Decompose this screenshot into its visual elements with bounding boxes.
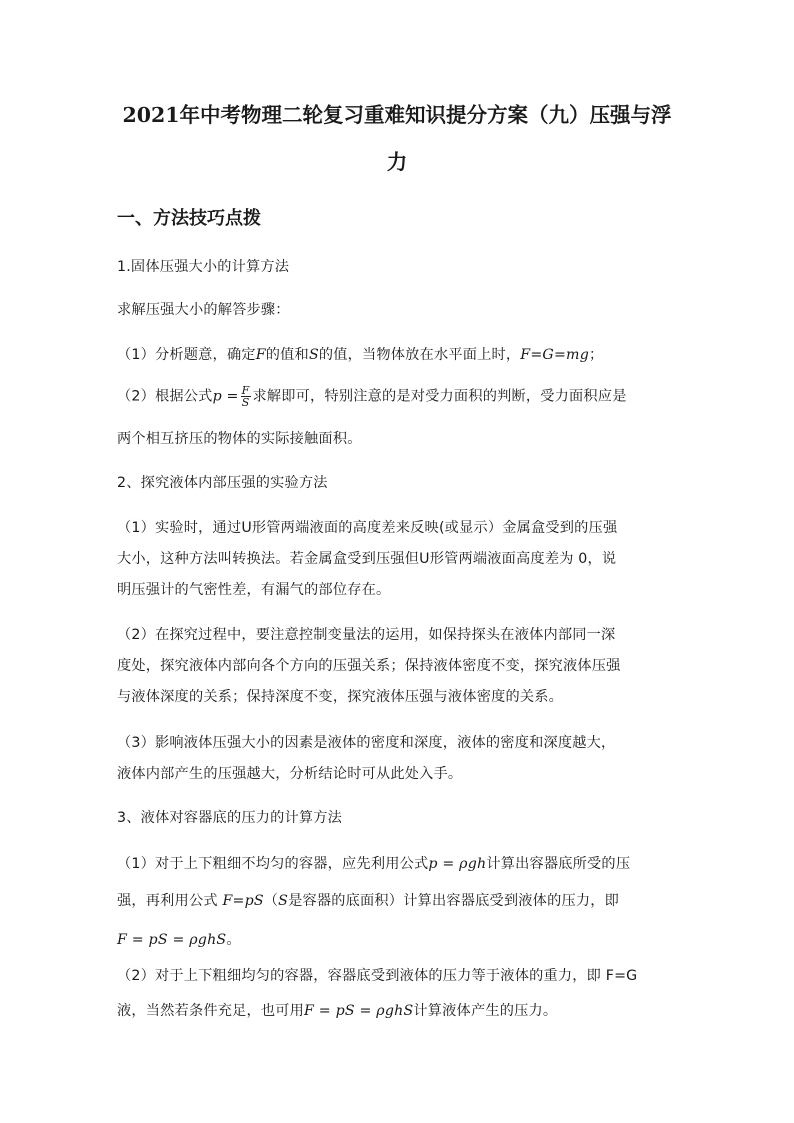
math-F: F xyxy=(255,347,266,363)
item3-p1-line1 xyxy=(117,853,630,873)
math-equation: F=pS xyxy=(222,893,264,909)
item3-p1-line3 xyxy=(117,929,241,949)
text: 求解即可，特别注意的是对受力面积的判断，受力面积应是 xyxy=(252,388,627,405)
item1-step1 xyxy=(117,344,603,364)
math-equation: F = pS = ρghS xyxy=(117,932,227,948)
math-S: S xyxy=(278,893,289,909)
item2-p3-line1: （3）影响液体压强大小的因素是液体的密度和深度，液体的密度和深度越大， xyxy=(117,735,616,751)
fraction-denominator: S xyxy=(241,396,250,409)
text: （ xyxy=(263,893,279,909)
text: （1）对于上下粗细不均匀的容器，应先利用公式 xyxy=(117,856,429,872)
item3-p1-line2 xyxy=(117,890,619,910)
math-S: S xyxy=(308,347,319,363)
item3-p2-line2 xyxy=(117,1000,557,1020)
item2-p3-line2: 液体内部产生的压强越大，分析结论时可从此处入手。 xyxy=(117,766,463,782)
item1-heading: 1.固体压强大小的计算方法 xyxy=(117,259,290,275)
math-equation: F = pS = ρghS xyxy=(304,1003,414,1019)
item2-heading: 2、探究液体内部压强的实验方法 xyxy=(117,475,328,491)
text: （1）分析题意，确定 xyxy=(117,347,256,363)
text: 液，当然若条件充足，也可用 xyxy=(117,1003,305,1019)
math-p: p = xyxy=(212,388,239,405)
text: 强，再利用公式 xyxy=(117,893,223,909)
document-title-line1: 2021年中考物理二轮复习重难知识提分方案（九）压强与浮 xyxy=(122,103,672,127)
item2-p1-line1: （1）实验时，通过U形管两端液面的高度差来反映(或显示）金属盒受到的压强 xyxy=(117,520,618,536)
item1-step2 xyxy=(117,385,627,408)
item2-p1-line2: 大小，这种方法叫转换法。若金属盒受到压强但U形管两端液面高度差为 0，说 xyxy=(117,551,617,567)
text: 计算液体产生的压力。 xyxy=(413,1003,558,1019)
item2-p2-line3: 与液体深度的关系；保持深度不变，探究液体压强与液体密度的关系。 xyxy=(117,689,564,705)
text: 。 xyxy=(226,932,241,948)
text: 的值，当物体放在水平面上时， xyxy=(318,347,521,363)
text: 计算出容器底所受的压 xyxy=(486,856,631,872)
item2-p2-line2: 度处，探究液体内部向各个方向的压强关系；保持液体密度不变，探究液体压强 xyxy=(117,658,621,674)
text: （2）根据公式 xyxy=(117,388,213,405)
item3-p2-line1: （2）对于上下粗细均匀的容器，容器底受到液体的压力等于液体的重力，即 F=G xyxy=(117,968,638,984)
fraction-numerator: F xyxy=(241,384,250,397)
item2-p1-line3: 明压强计的气密性差，有漏气的部位存在。 xyxy=(117,582,391,598)
item1-intro: 求解压强大小的解答步骤： xyxy=(117,302,290,318)
text: 是容器的底面积）计算出容器底受到液体的压力，即 xyxy=(288,893,620,909)
math-equation: F=G=mg xyxy=(520,347,589,363)
item3-heading: 3、液体对容器底的压力的计算方法 xyxy=(117,810,343,826)
math-equation: p = ρgh xyxy=(428,856,487,872)
fraction-F-over-S xyxy=(241,385,251,408)
item1-step2-cont: 两个相互挤压的物体的实际接触面积。 xyxy=(117,431,362,447)
section-heading: 一、方法技巧点拨 xyxy=(117,208,261,229)
text: ； xyxy=(589,347,604,363)
document-title-line2: 力 xyxy=(386,150,408,174)
text: 的值和 xyxy=(265,347,309,363)
item2-p2-line1: （2）在探究过程中，要注意控制变量法的运用，如保持探头在液体内部同一深 xyxy=(117,627,616,643)
